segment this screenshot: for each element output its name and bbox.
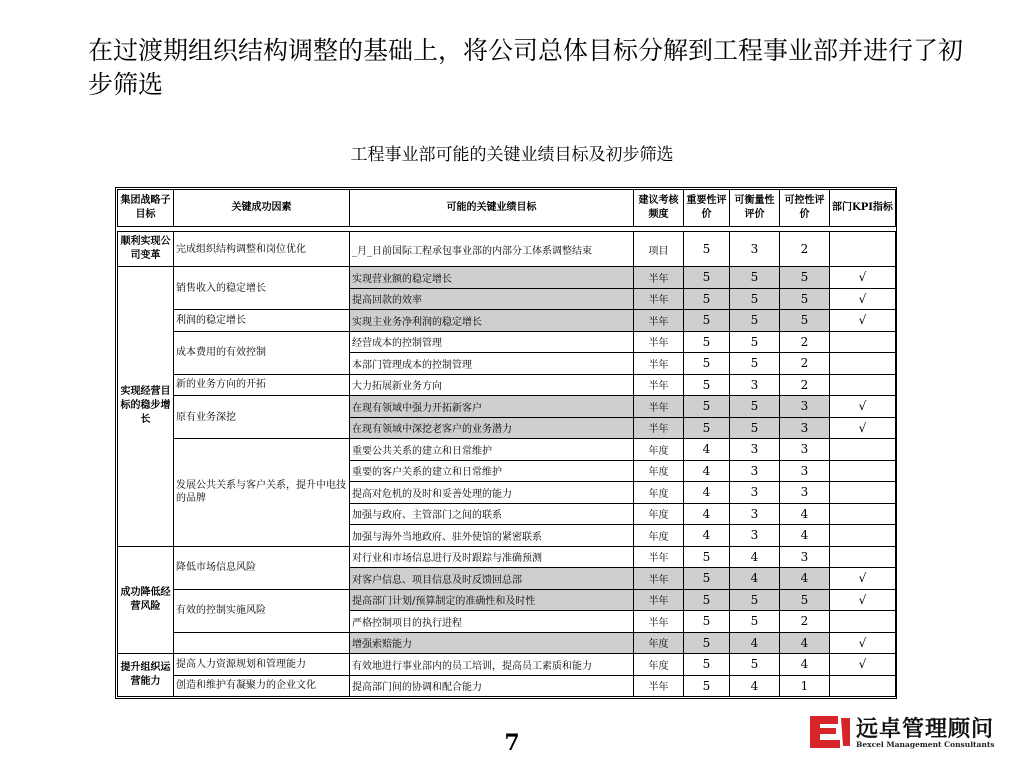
importance-cell: 5 (684, 568, 730, 590)
header-importance: 重要性评价 (684, 190, 730, 227)
goal-cell: 加强与海外当地政府、驻外使馆的紧密联系 (350, 525, 634, 547)
measurability-cell: 5 (730, 288, 780, 310)
factor-cell: 完成组织结构调整和岗位优化 (174, 232, 350, 267)
frequency-cell: 半年 (634, 568, 684, 590)
measurability-cell: 5 (730, 589, 780, 611)
factor-cell (174, 632, 350, 654)
measurability-cell: 3 (730, 460, 780, 482)
controllability-cell: 2 (780, 374, 830, 396)
frequency-cell: 半年 (634, 675, 684, 697)
factor-cell: 创造和维护有凝聚力的企业文化 (174, 675, 350, 697)
table-row (118, 310, 896, 332)
factor-cell: 提高人力资源规划和管理能力 (174, 654, 350, 676)
frequency-cell: 半年 (634, 353, 684, 375)
kpi-check: √ (830, 310, 896, 332)
importance-cell: 5 (684, 654, 730, 676)
kpi-check (830, 232, 896, 267)
goal-cell: 对行业和市场信息进行及时跟踪与准确预测 (350, 546, 634, 568)
table-row (118, 374, 896, 396)
kpi-check (830, 460, 896, 482)
logo-name-en: Bexcel Management Consultants (856, 740, 995, 749)
frequency-cell: 半年 (634, 331, 684, 353)
kpi-check (830, 611, 896, 633)
goal-cell: 实现主业务净利润的稳定增长 (350, 310, 634, 332)
table-row (118, 546, 896, 568)
table-row (118, 331, 896, 353)
frequency-cell: 年度 (634, 482, 684, 504)
goal-cell: 有效地进行事业部内的员工培训，提高员工素质和能力 (350, 654, 634, 676)
importance-cell: 5 (684, 546, 730, 568)
measurability-cell: 5 (730, 396, 780, 418)
frequency-cell: 半年 (634, 417, 684, 439)
goal-cell: 在现有领域中深挖老客户的业务潜力 (350, 417, 634, 439)
importance-cell: 5 (684, 310, 730, 332)
kpi-check: √ (830, 288, 896, 310)
frequency-cell: 半年 (634, 396, 684, 418)
measurability-cell: 5 (730, 611, 780, 633)
controllability-cell: 2 (780, 331, 830, 353)
controllability-cell: 4 (780, 632, 830, 654)
kpi-check: √ (830, 267, 896, 289)
group-cell: 提升组织运营能力 (118, 654, 174, 697)
kpi-check: √ (830, 568, 896, 590)
controllability-cell: 5 (780, 589, 830, 611)
controllability-cell: 4 (780, 568, 830, 590)
table-row (118, 439, 896, 461)
group-cell: 实现经营目标的稳步增长 (118, 267, 174, 547)
goal-cell: 增强索赔能力 (350, 632, 634, 654)
measurability-cell: 4 (730, 632, 780, 654)
goal-cell: _月_日前国际工程承包事业部的内部分工体系调整结束 (350, 232, 634, 267)
header-factor: 关键成功因素 (174, 190, 350, 227)
measurability-cell: 3 (730, 439, 780, 461)
controllability-cell: 3 (780, 546, 830, 568)
importance-cell: 5 (684, 589, 730, 611)
factor-cell: 成本费用的有效控制 (174, 331, 350, 374)
goal-cell: 大力拓展新业务方向 (350, 374, 634, 396)
goal-cell: 提高回款的效率 (350, 288, 634, 310)
importance-cell: 4 (684, 439, 730, 461)
measurability-cell: 5 (730, 353, 780, 375)
kpi-check: √ (830, 632, 896, 654)
header-measurability: 可衡量性评价 (730, 190, 780, 227)
importance-cell: 5 (684, 611, 730, 633)
kpi-check (830, 439, 896, 461)
goal-cell: 实现营业额的稳定增长 (350, 267, 634, 289)
controllability-cell: 5 (780, 310, 830, 332)
kpi-check (830, 331, 896, 353)
factor-cell: 发展公共关系与客户关系，提升中电技的品牌 (174, 439, 350, 547)
controllability-cell: 2 (780, 611, 830, 633)
kpi-check (830, 675, 896, 697)
frequency-cell: 年度 (634, 460, 684, 482)
factor-cell: 原有业务深挖 (174, 396, 350, 439)
frequency-cell: 年度 (634, 632, 684, 654)
kpi-check: √ (830, 417, 896, 439)
controllability-cell: 4 (780, 525, 830, 547)
goal-cell: 经营成本的控制管理 (350, 331, 634, 353)
table-row (118, 267, 896, 289)
factor-cell: 有效的控制实施风险 (174, 589, 350, 632)
controllability-cell: 3 (780, 417, 830, 439)
frequency-cell: 年度 (634, 654, 684, 676)
measurability-cell: 3 (730, 525, 780, 547)
measurability-cell: 4 (730, 546, 780, 568)
frequency-cell: 年度 (634, 525, 684, 547)
header-frequency: 建议考核频度 (634, 190, 684, 227)
table-row (118, 675, 896, 697)
kpi-check (830, 546, 896, 568)
slide-title: 在过渡期组织结构调整的基础上，将公司总体目标分解到工程事业部并进行了初步筛选 (88, 36, 964, 99)
measurability-cell: 3 (730, 374, 780, 396)
table-row (118, 232, 896, 267)
controllability-cell: 4 (780, 654, 830, 676)
factor-cell: 降低市场信息风险 (174, 546, 350, 589)
goal-cell: 在现有领域中强力开拓新客户 (350, 396, 634, 418)
controllability-cell: 3 (780, 439, 830, 461)
frequency-cell: 年度 (634, 503, 684, 525)
importance-cell: 5 (684, 374, 730, 396)
kpi-check (830, 374, 896, 396)
importance-cell: 5 (684, 396, 730, 418)
measurability-cell: 4 (730, 568, 780, 590)
goal-cell: 提高对危机的及时和妥善处理的能力 (350, 482, 634, 504)
goal-cell: 重要公共关系的建立和日常维护 (350, 439, 634, 461)
controllability-cell: 1 (780, 675, 830, 697)
importance-cell: 4 (684, 482, 730, 504)
goal-cell: 加强与政府、主管部门之间的联系 (350, 503, 634, 525)
header-kpi: 部门KPI指标 (830, 190, 896, 227)
group-cell: 成功降低经营风险 (118, 546, 174, 654)
controllability-cell: 4 (780, 503, 830, 525)
goal-cell: 对客户信息、项目信息及时反馈回总部 (350, 568, 634, 590)
table-row (118, 396, 896, 418)
factor-cell: 销售收入的稳定增长 (174, 267, 350, 310)
frequency-cell: 半年 (634, 374, 684, 396)
measurability-cell: 3 (730, 482, 780, 504)
header-controllability: 可控性评价 (780, 190, 830, 227)
header-goal: 可能的关键业绩目标 (350, 190, 634, 227)
controllability-cell: 3 (780, 482, 830, 504)
table-row (118, 589, 896, 611)
importance-cell: 4 (684, 460, 730, 482)
kpi-table (117, 189, 896, 697)
frequency-cell: 半年 (634, 267, 684, 289)
importance-cell: 5 (684, 417, 730, 439)
controllability-cell: 3 (780, 460, 830, 482)
table-header-row (118, 190, 896, 227)
measurability-cell: 5 (730, 331, 780, 353)
kpi-check: √ (830, 589, 896, 611)
controllability-cell: 5 (780, 288, 830, 310)
kpi-check (830, 353, 896, 375)
table-caption: 工程事业部可能的关键业绩目标及初步筛选 (350, 145, 674, 165)
group-cell: 顺利实现公司变革 (118, 232, 174, 267)
frequency-cell: 半年 (634, 310, 684, 332)
frequency-cell: 半年 (634, 288, 684, 310)
controllability-cell: 2 (780, 353, 830, 375)
goal-cell: 重要的客户关系的建立和日常维护 (350, 460, 634, 482)
measurability-cell: 5 (730, 267, 780, 289)
kpi-check (830, 482, 896, 504)
measurability-cell: 3 (730, 503, 780, 525)
goal-cell: 提高部门间的协调和配合能力 (350, 675, 634, 697)
measurability-cell: 5 (730, 310, 780, 332)
importance-cell: 5 (684, 232, 730, 267)
goal-cell: 本部门管理成本的控制管理 (350, 353, 634, 375)
measurability-cell: 5 (730, 654, 780, 676)
header-group: 集团战略子目标 (118, 190, 174, 227)
importance-cell: 5 (684, 353, 730, 375)
table-row (118, 632, 896, 654)
importance-cell: 5 (684, 675, 730, 697)
goal-cell: 提高部门计划/预算制定的准确性和及时性 (350, 589, 634, 611)
table-row (118, 654, 896, 676)
measurability-cell: 3 (730, 232, 780, 267)
importance-cell: 5 (684, 632, 730, 654)
importance-cell: 5 (684, 267, 730, 289)
logo-name-cn: 远卓管理顾问 (856, 717, 995, 742)
frequency-cell: 年度 (634, 439, 684, 461)
measurability-cell: 4 (730, 675, 780, 697)
importance-cell: 5 (684, 288, 730, 310)
goal-cell: 严格控制项目的执行进程 (350, 611, 634, 633)
measurability-cell: 5 (730, 417, 780, 439)
factor-cell: 新的业务方向的开拓 (174, 374, 350, 396)
importance-cell: 5 (684, 331, 730, 353)
kpi-check: √ (830, 396, 896, 418)
importance-cell: 4 (684, 503, 730, 525)
page-number: 7 (504, 730, 520, 756)
factor-cell: 利润的稳定增长 (174, 310, 350, 332)
frequency-cell: 项目 (634, 232, 684, 267)
frequency-cell: 半年 (634, 546, 684, 568)
kpi-check (830, 503, 896, 525)
kpi-check: √ (830, 654, 896, 676)
controllability-cell: 2 (780, 232, 830, 267)
frequency-cell: 半年 (634, 611, 684, 633)
importance-cell: 4 (684, 525, 730, 547)
frequency-cell: 半年 (634, 589, 684, 611)
kpi-check (830, 525, 896, 547)
controllability-cell: 3 (780, 396, 830, 418)
controllability-cell: 5 (780, 267, 830, 289)
